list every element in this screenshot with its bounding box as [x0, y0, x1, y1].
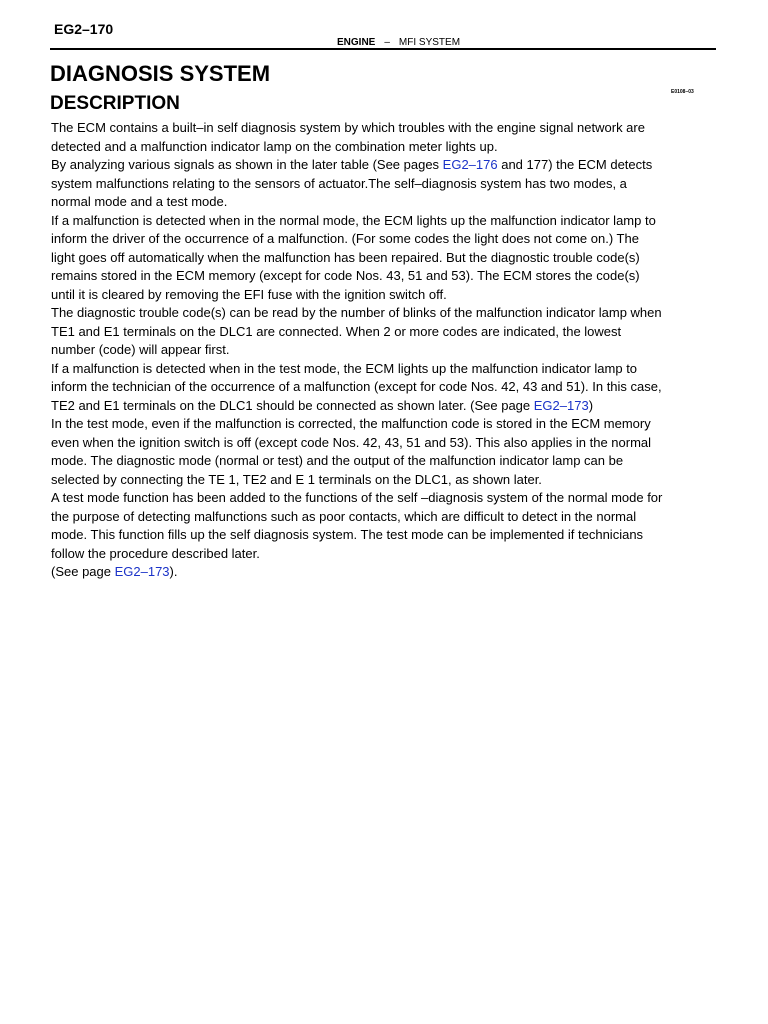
paragraph-2-text-start: By analyzing various signals as shown in the later table (See pages — [51, 157, 443, 172]
paragraph-8-text-start: (See page — [51, 564, 115, 579]
paragraph-3: If a malfunction is detected when in the normal mode, the ECM lights up the malfunction indicator lamp to inform the driver of the occurrence of a malfunction. (For some codes the light does not come on.) The light goes off automatically when the malfunction has been repaired. But the diagnostic trouble code(s) remains stored in the ECM memory (except for code Nos. 43, 51 and 53). The ECM stores the code(s) until it is cleared by removing the EFI fuse with the ignition switch off. — [51, 212, 656, 302]
page-link-eg2-176[interactable]: EG2–176 — [442, 157, 498, 172]
section-name: ENGINE — [337, 37, 376, 48]
paragraph-7: A test mode function has been added to the functions of the self –diagnosis system of the normal mode for the purpose of detecting malfunctions such as poor contacts, which are difficult to detect in the normal mode. This function fills up the self diagnosis system. The test mode can be implemented if technicians follow the procedure described later. — [51, 490, 663, 561]
page-number: EG2–170 — [54, 21, 114, 37]
subsection-name: MFI SYSTEM — [398, 37, 461, 48]
section-subtitle: DESCRIPTION — [50, 93, 180, 114]
page-title: DIAGNOSIS SYSTEM — [50, 61, 271, 86]
paragraph-5-text-start: If a malfunction is detected when in the test mode, the ECM lights up the malfunction indicator lamp to inform the technician of the occurrence of a malfunction (except for code Nos. 42, 43 and 51). In this case, TE2 and E1 terminals on the DLC1 should be connected as shown later. (See page — [51, 360, 662, 413]
paragraph-1: The ECM contains a built–in self diagnosis system by which troubles with the engine signal network are detected and a malfunction indicator lamp on the combination meter lights up. — [51, 120, 645, 154]
header-rule — [50, 48, 716, 50]
paragraph-2-text-end: and 177) the ECM detects system malfunctions relating to the sensors of actuator.The self–diagnosis system has two modes, a normal mode and a test mode. — [51, 157, 653, 209]
running-head-separator: – — [384, 37, 390, 48]
paragraph-2 — [51, 156, 665, 212]
page-link-eg2-173-second[interactable]: EG2–173 — [114, 564, 170, 579]
paragraph-5 — [51, 360, 665, 416]
document-code: E0108–03 — [671, 89, 694, 95]
paragraph-4: The diagnostic trouble code(s) can be read by the number of blinks of the malfunction indicator lamp when TE1 and E1 terminals on the DLC1 are connected. When 2 or more codes are indicated, the lowest number (code) will appear first. — [51, 305, 662, 357]
running-head — [337, 37, 460, 48]
page-link-eg2-173[interactable]: EG2–173 — [533, 397, 589, 413]
paragraph-6: In the test mode, even if the malfunction is corrected, the malfunction code is stored in the ECM memory even when the ignition switch is off (except code Nos. 42, 43, 51 and 53). This also applies in the normal mode. The diagnostic mode (normal or test) and the output of the malfunction indicator lamp can be selected by connecting the TE 1, TE2 and E 1 terminals on the DLC1, as shown later. — [51, 416, 652, 487]
paragraph-5-text-end: ) — [588, 397, 594, 413]
paragraph-8-text-end: ). — [169, 564, 178, 579]
paragraph-8 — [51, 563, 665, 582]
description-body — [51, 119, 665, 582]
